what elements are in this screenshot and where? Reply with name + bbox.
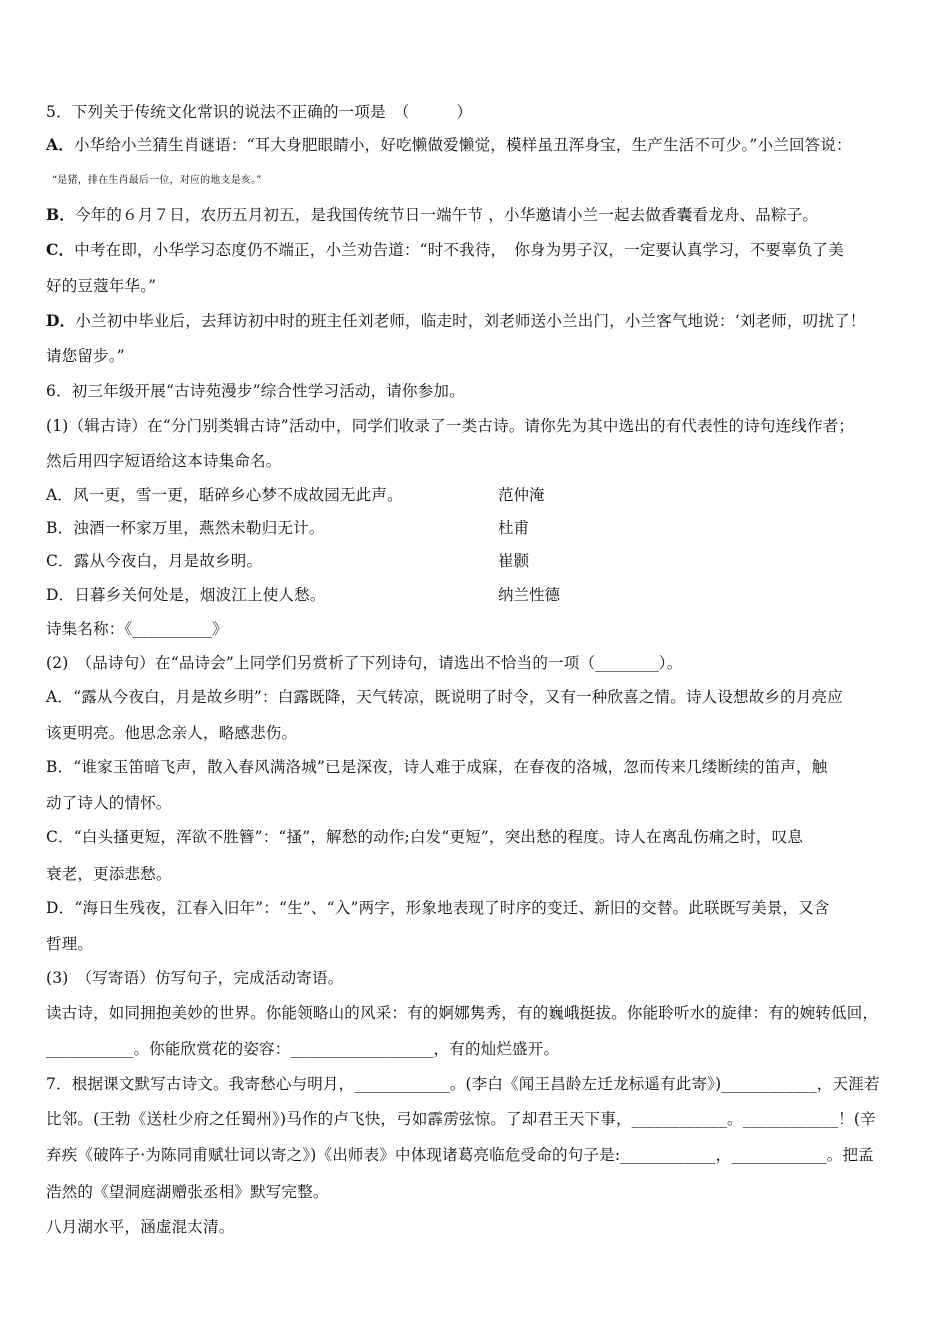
q6-part2-a-line1: A．“露从今夜白，月是故乡明”：白露既降，天气转凉，既说明了时令，又有一种欣喜之情。诗人设想故乡的月亮应	[46, 688, 843, 706]
q5-option-b	[46, 204, 916, 226]
verse-c: C．露从今夜白，月是故乡明。	[46, 552, 263, 570]
collection-name-blank: 诗集名称：《__________》	[46, 620, 228, 638]
option-text: 小兰初中毕业后，去拜访初中时的班主任刘老师，临走时，刘老师送小兰出门，小兰客气地说：‘刘老师，叨扰了！	[75, 312, 866, 330]
poet-d: 纳兰性德	[498, 586, 561, 604]
q7-line4: 浩然的《望洞庭湖赠张丞相》默写完整。	[46, 1183, 329, 1201]
q6-part2-d-line2: 哲理。	[46, 935, 94, 953]
option-label: D．	[46, 311, 76, 330]
option-text: 小华给小兰猜生肖谜语：“耳大身肥眼睛小，好吃懒做爱懒觉，模样虽丑浑身宝，生产生活不可少。”小兰回答说：	[73, 136, 852, 154]
q6-part3-line2: ___________。你能欣赏花的姿容：__________________，有的灿烂盛开。	[46, 1040, 560, 1058]
q6-part1-line2: 然后用四字短语给这本诗集命名。	[46, 452, 282, 470]
option-label: C．	[46, 240, 75, 259]
q5-option-c-line2: 好的豆蔻年华。”	[46, 277, 157, 295]
poet-a: 范仲淹	[498, 486, 545, 504]
q6-part2-c-line2: 衰老，更添悲愁。	[46, 865, 172, 883]
verse-b: B．浊酒一杯家万里，燕然未勒归无计。	[46, 519, 325, 537]
option-label: A．	[46, 135, 74, 154]
q5-option-d-line2: 请您留步。”	[46, 347, 125, 365]
q5-option-a-line2: “是猪，排在生肖最后一位，对应的地支是亥。”	[52, 175, 262, 186]
verse-a: A．风一更，雪一更，聒碎乡心梦不成故园无此声。	[46, 486, 403, 504]
option-text: 今年的６月７日，农历五月初五，是我国传统节日一端午节 ，小华邀请小兰一起去做香囊看龙舟、品粽子。	[75, 206, 819, 224]
q7-line1: 7．根据课文默写古诗文。我寄愁心与明月，____________。(李白《闻王昌龄左迁龙标遥有此寄》)____________，天涯若	[46, 1075, 880, 1093]
option-text: 中考在即，小华学习态度仍不端正，小兰劝告道：“时不我待， 你身为男子汉，一定要认真学习，不要辜负了美	[74, 241, 844, 259]
q6-part3-line1: 读古诗，如同拥抱美妙的世界。你能领略山的风采：有的婀娜隽秀，有的巍峨挺拔。你能聆听水的旋律：有的婉转低回，	[46, 1004, 879, 1022]
poet-c: 崔颢	[498, 552, 530, 570]
q7-line2: 比邻。(王勃《送杜少府之任蜀州》)马作的卢飞快，弓如霹雳弦惊。了却君王天下事，____________。____________！(辛	[46, 1110, 876, 1128]
q6-part2-a-line2: 该更明亮。他思念亲人，略感悲伤。	[46, 724, 298, 742]
q6-part3-stem: (3) （写寄语）仿写句子，完成活动寄语。	[46, 969, 344, 987]
q5-option-c-line1	[46, 239, 916, 261]
q7-line3: 弃疾《破阵子·为陈同甫赋壮词以寄之》)《出师表》中体现诸葛亮临危受命的句子是:____________，____________。把孟	[46, 1146, 874, 1164]
q6-stem: 6．初三年级开展“古诗苑漫步”综合性学习活动，请你参加。	[46, 382, 465, 400]
q5-stem: 5．下列关于传统文化常识的说法不正确的一项是 （ ）	[46, 103, 473, 121]
q5-option-d-line1	[46, 310, 916, 332]
q6-part2-stem: (2) （品诗句）在“品诗会”上同学们另赏析了下列诗句，请选出不恰当的一项（________）。	[46, 654, 683, 672]
q6-part2-d-line1: D．“海日生残夜，江春入旧年”：“生”、“入”两字，形象地表现了时序的变迁、新旧的交替。此联既写美景，又含	[46, 899, 830, 917]
poet-b: 杜甫	[498, 519, 530, 537]
q7-line5: 八月湖水平，涵虚混太清。	[46, 1218, 235, 1236]
q6-part1-line1: (1)（辑古诗）在“分门别类辑古诗”活动中，同学们收录了一类古诗。请你先为其中选出的有代表性的诗句连线作者；	[46, 417, 855, 435]
q6-part2-b-line2: 动了诗人的情怀。	[46, 794, 172, 812]
q5-option-a-line1	[46, 134, 916, 156]
q6-part2-c-line1: C．“白头搔更短，浑欲不胜簪”：“搔”，解愁的动作;白发“更短”，突出愁的程度。诗人在离乱伤痛之时，叹息	[46, 828, 804, 846]
q6-part2-b-line1: B．“谁家玉笛暗飞声，散入春风满洛城”已是深夜，诗人难于成寐，在春夜的洛城，忽而传来几缕断续的笛声，触	[46, 758, 828, 776]
verse-d: D．日暮乡关何处是，烟波江上使人愁。	[46, 586, 326, 604]
option-label: B．	[46, 205, 76, 224]
